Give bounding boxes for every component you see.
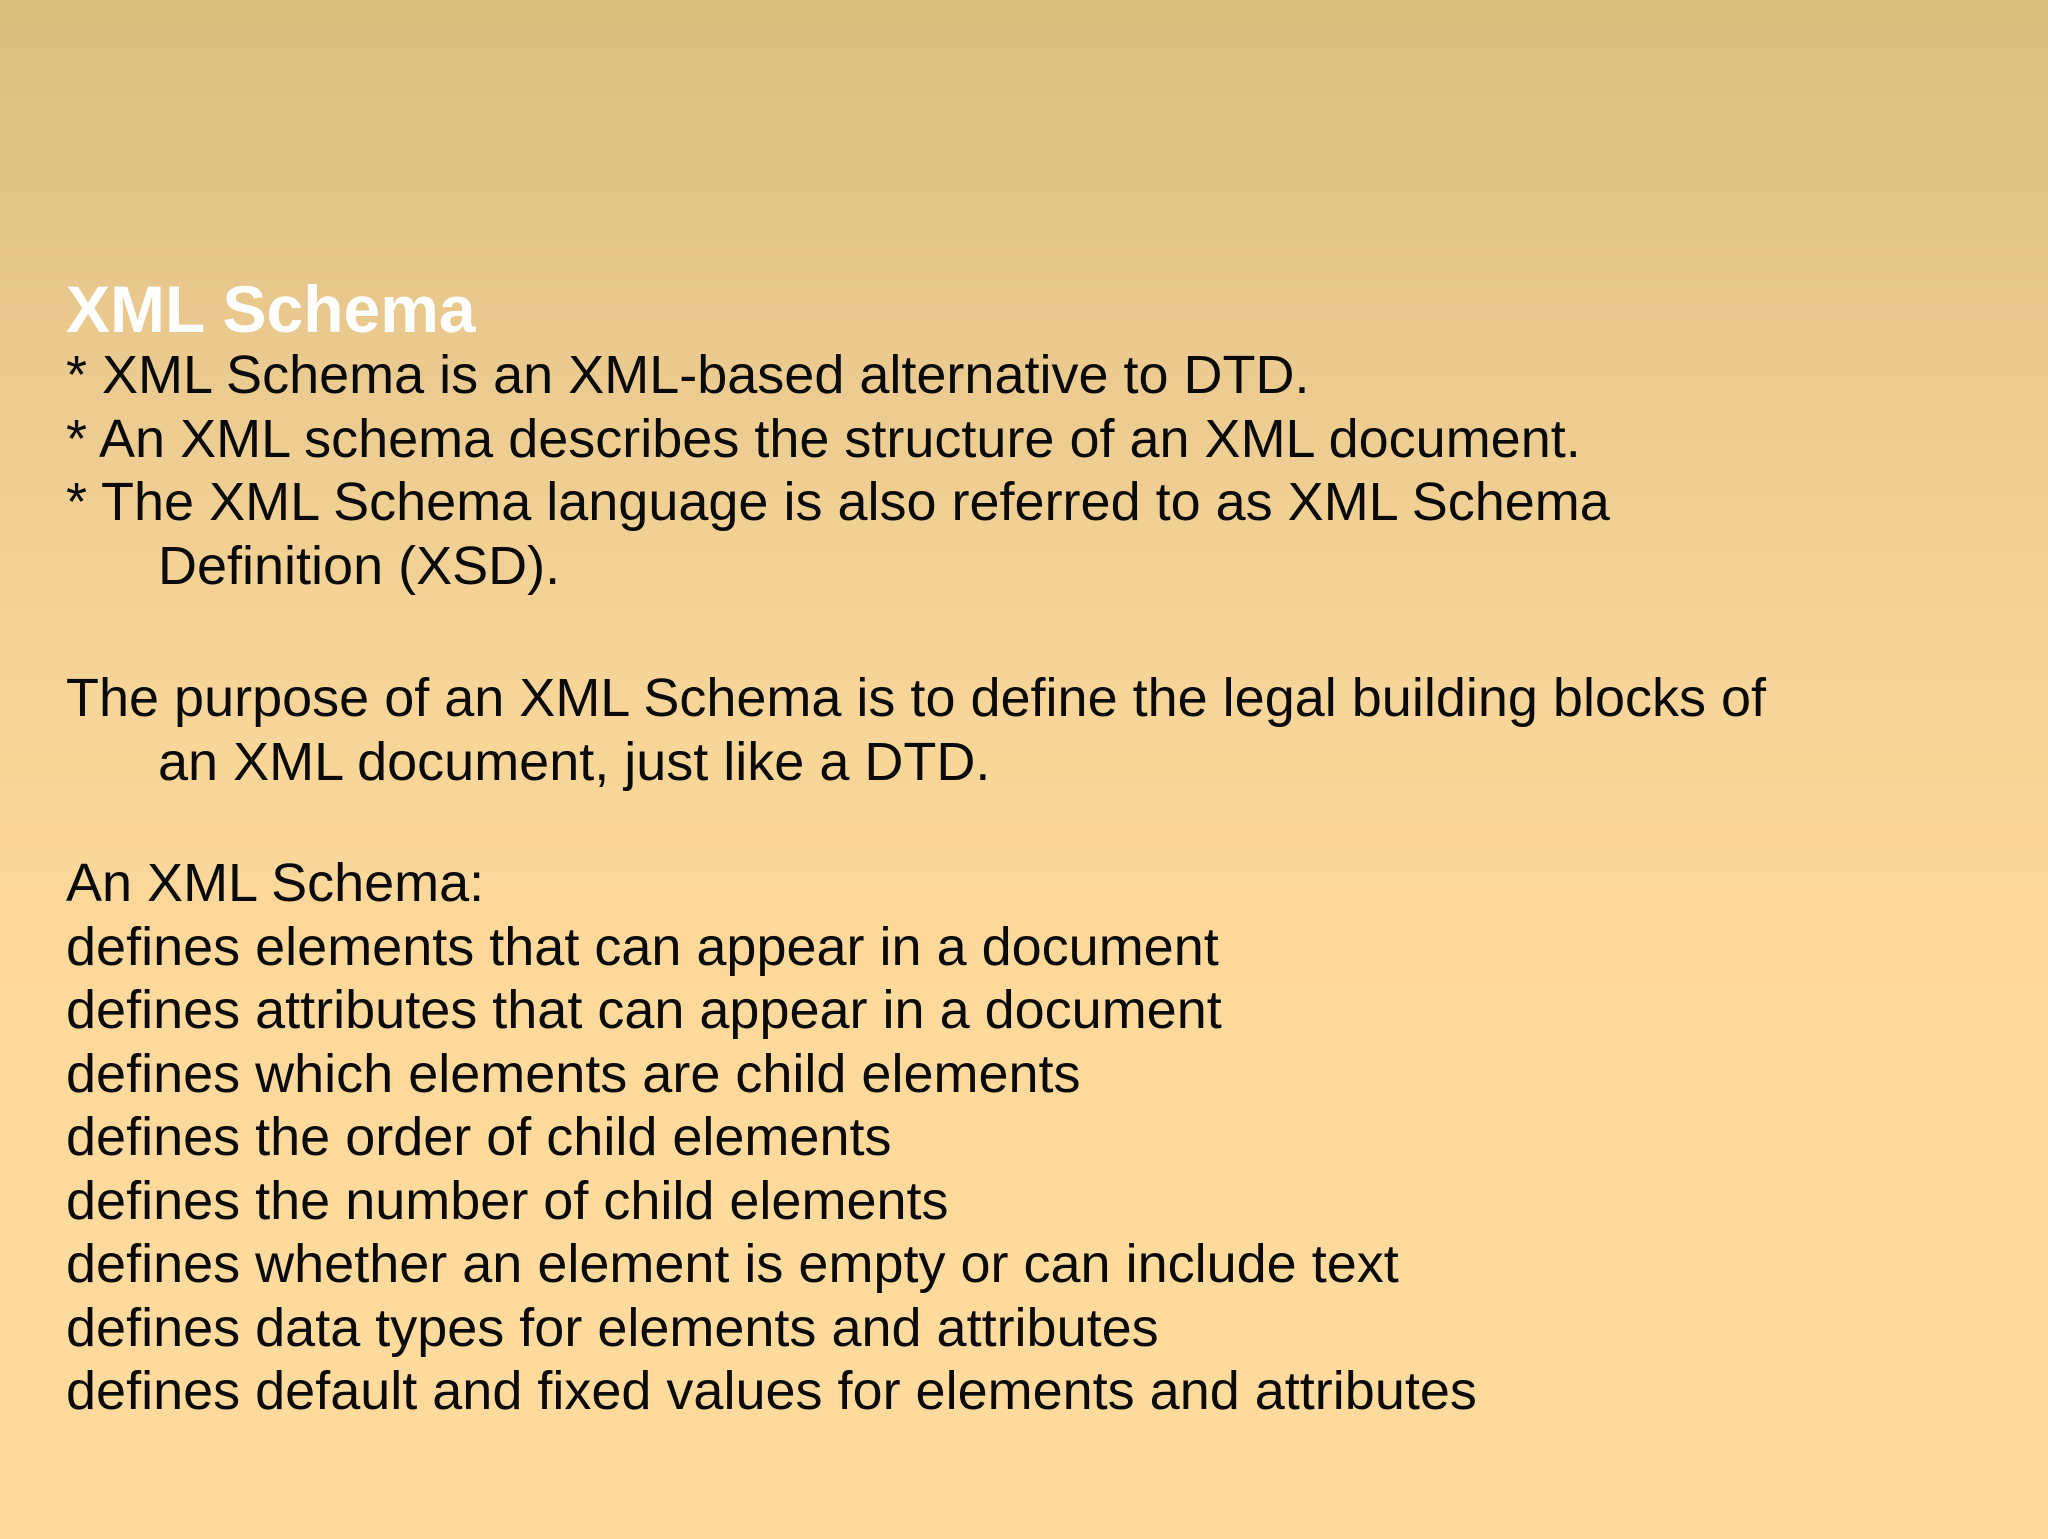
list-item: defines whether an element is empty or can include text — [66, 1234, 1399, 1294]
spacer — [66, 598, 2006, 667]
bullet-item: * XML Schema is an XML-based alternative to DTD. — [66, 345, 1310, 405]
list-item: defines default and fixed values for elements and attributes — [66, 1361, 1477, 1421]
list-item: defines elements that can appear in a document — [66, 916, 1219, 977]
list-item: defines the order of child elements — [66, 1107, 892, 1167]
spacer — [66, 794, 2006, 852]
bullet-item: * An XML schema describes the structure of an XML document. — [66, 408, 1581, 469]
bullet-list — [66, 344, 2006, 598]
list-item: defines which elements are child elements — [66, 1043, 1081, 1104]
bullet-item-continuation: Definition (XSD). — [158, 535, 561, 596]
purpose-paragraph — [66, 667, 2006, 794]
list-heading: An XML Schema: — [66, 853, 485, 913]
purpose-line: The purpose of an XML Schema is to define the legal building blocks of — [66, 668, 1767, 728]
purpose-line-continuation: an XML document, just like a DTD. — [158, 731, 991, 792]
schema-features — [66, 852, 2006, 1424]
list-item: defines data types for elements and attributes — [66, 1297, 1159, 1358]
slide-content — [66, 274, 2006, 1424]
list-item: defines the number of child elements — [66, 1170, 949, 1231]
bullet-item: * The XML Schema language is also referred to as XML Schema — [66, 472, 1610, 532]
slide-title: XML Schema — [66, 272, 476, 346]
list-item: defines attributes that can appear in a document — [66, 980, 1222, 1040]
